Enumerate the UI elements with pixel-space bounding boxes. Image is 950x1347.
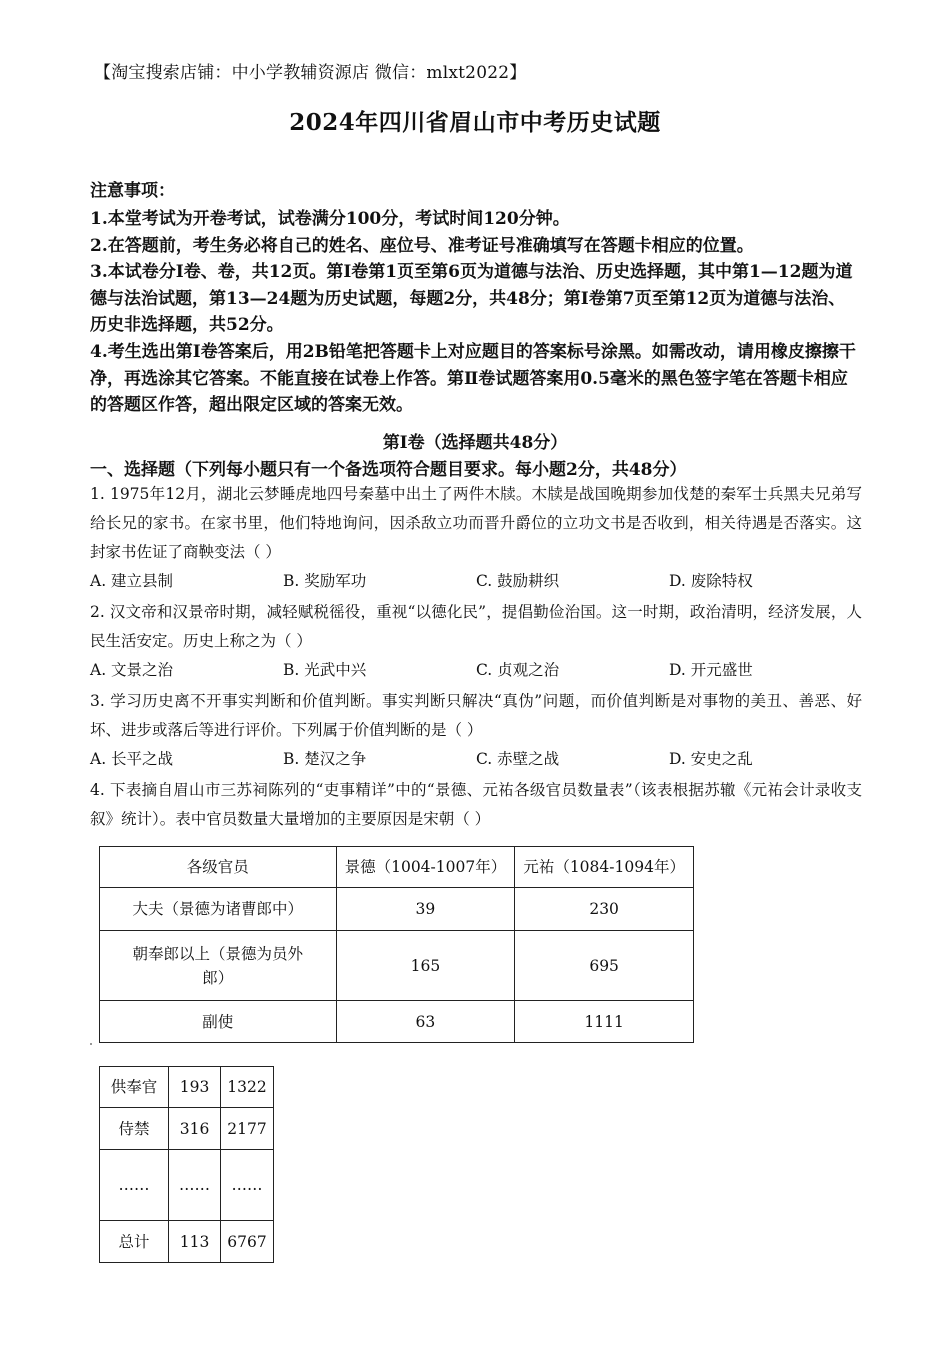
page-title: 2024年四川省眉山市中考历史试题 (289, 109, 661, 136)
table-row (100, 888, 694, 931)
option-a: A. 文景之治 (90, 661, 174, 679)
option-c: C. 鼓励耕织 (476, 572, 560, 590)
notice-item: 3.本试卷分I卷、卷，共12页。第I卷第1页至第6页为道德与法治、历史选择题，其中第1—12题为道德与法治试题，第13—24题为历史试题，每题2分，共48分；第I卷第7页至第12页为道德与法治、历史非选择题，共52分。 (90, 262, 853, 336)
table-cell: 副使 (100, 1001, 337, 1043)
table-cell: 侍禁 (100, 1108, 169, 1150)
officials-table (99, 846, 694, 1043)
table-header-cell: 各级官员 (100, 847, 337, 888)
notice-item: 4.考生选出第I卷答案后，用2B铅笔把答题卡上对应题目的答案标号涂黑。如需改动，请用橡皮擦擦干净，再选涂其它答案。不能直接在试卷上作答。第Ⅱ卷试题答案用0.5毫米的黑色签字笔在答题卡相应的答题区作答，超出限定区域的答案无效。 (90, 341, 856, 416)
table-header-cell: 元祐（1084-1094年） (515, 847, 694, 888)
notice-item: 1.本堂考试为开卷考试，试卷满分100分，考试时间120分钟。 (90, 209, 570, 229)
table-cell: 63 (336, 1001, 515, 1043)
table-cell: …… (221, 1150, 274, 1221)
question-2: 2. 汉文帝和汉景帝时期，减轻赋税徭役，重视“以德化民”，提倡勤俭治国。这一时期，政治清明，经济发展，人民生活安定。历史上称之为（ ） (90, 603, 862, 650)
table-row (100, 1150, 274, 1221)
table-cell: 695 (515, 931, 694, 1001)
table-cell: …… (100, 1150, 169, 1221)
table-cell: 39 (336, 888, 515, 931)
option-c: C. 贞观之治 (476, 661, 560, 679)
table-cell: 供奉官 (100, 1067, 169, 1108)
question-1-options (90, 567, 862, 596)
table-row (100, 1221, 274, 1263)
question-list (90, 480, 862, 834)
notice-title: 注意事项： (90, 181, 175, 201)
table-cell: 6767 (221, 1221, 274, 1263)
table-cell: 316 (169, 1108, 221, 1150)
option-a: A. 长平之战 (90, 750, 174, 768)
table-cell: 1111 (515, 1001, 694, 1043)
table-cell: 朝奉郎以上（景德为员外郎） (100, 931, 337, 1001)
volume-title: 第I卷（选择题共48分） (382, 433, 568, 453)
table-cell: 总计 (100, 1221, 169, 1263)
section-title: 一、选择题（下列每小题只有一个备选项符合题目要求。每小题2分，共48分） (90, 460, 687, 480)
notice-list (90, 206, 862, 419)
table-row (100, 1067, 274, 1108)
table-cell: …… (169, 1150, 221, 1221)
table-row (100, 931, 694, 1001)
table-cell: 2177 (221, 1108, 274, 1150)
table-row (100, 1001, 694, 1043)
option-b: B. 光武中兴 (283, 661, 367, 679)
question-4: 4. 下表摘自眉山市三苏祠陈列的“吏事精详”中的“景德、元祐各级官员数量表”（该表根据苏辙《元祐会计录收支叙》统计）。表中官员数量大量增加的主要原因是宋朝（ ） (90, 781, 862, 828)
table-cell: 1322 (221, 1067, 274, 1108)
table-cell: 230 (515, 888, 694, 931)
table-cell: 大夫（景德为诸曹郎中） (100, 888, 337, 931)
option-d: D. 废除特权 (669, 572, 753, 590)
table-cell: 165 (336, 931, 515, 1001)
shop-header: 【淘宝搜索店铺：中小学教辅资源店 微信：mlxt2022】 (94, 63, 527, 83)
option-b: B. 楚汉之争 (283, 750, 367, 768)
option-d: D. 开元盛世 (669, 661, 753, 679)
option-d: D. 安史之乱 (669, 750, 753, 768)
question-1: 1. 1975年12月，湖北云梦睡虎地四号秦墓中出土了两件木牍。木牍是战国晚期参加伐楚的秦军士兵黑夫兄弟写给长兄的家书。在家书里，他们特地询问，因杀敌立功而晋升爵位的立功文书是否收到，相关待遇是否落实。这封家书佐证了商鞅变法（ ） (90, 485, 862, 561)
officials-table-continued (99, 1066, 274, 1263)
question-2-options (90, 656, 862, 685)
table-header-row (100, 847, 694, 888)
table-cell: 113 (169, 1221, 221, 1263)
table-cell: 193 (169, 1067, 221, 1108)
option-c: C. 赤壁之战 (476, 750, 560, 768)
option-a: A. 建立县制 (90, 572, 174, 590)
notice-item: 2.在答题前，考生务必将自己的姓名、座位号、准考证号准确填写在答题卡相应的位置。 (90, 235, 754, 256)
table-header-cell: 景德（1004-1007年） (336, 847, 515, 888)
option-b: B. 奖励军功 (283, 572, 367, 590)
divider-dot (90, 1043, 92, 1045)
table-row (100, 1108, 274, 1150)
question-3: 3. 学习历史离不开事实判断和价值判断。事实判断只解决“真伪”问题，而价值判断是对事物的美丑、善恶、好坏、进步或落后等进行评价。下列属于价值判断的是（ ） (90, 692, 862, 739)
question-3-options (90, 745, 862, 774)
